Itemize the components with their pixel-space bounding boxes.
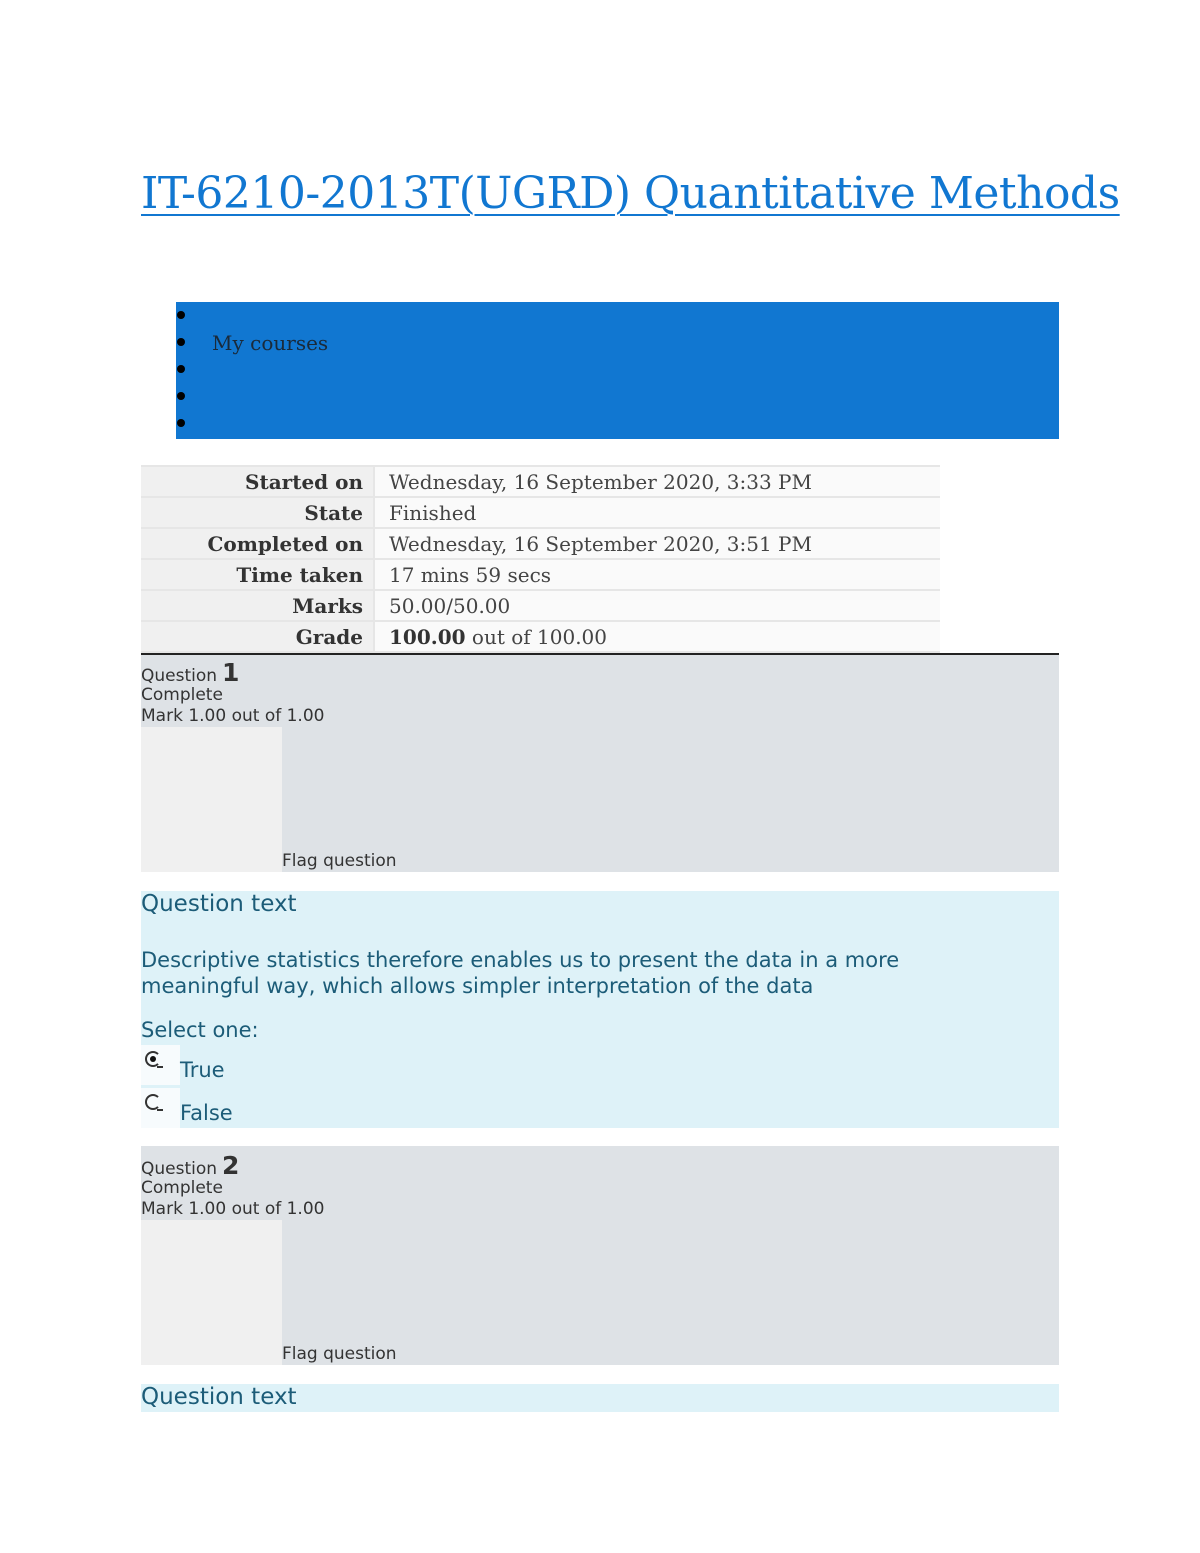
summary-row-grade	[141, 621, 940, 652]
summary-value: Wednesday, 16 September 2020, 3:33 PM	[374, 466, 940, 497]
summary-label: Time taken	[141, 559, 374, 590]
summary-label: Marks	[141, 590, 374, 621]
summary-row-time-taken	[141, 559, 940, 590]
question-state: Complete	[141, 685, 223, 705]
divider	[141, 653, 1059, 655]
flag-question-link[interactable]: Flag question	[282, 1344, 397, 1364]
answer-option-false[interactable]	[141, 1088, 441, 1128]
summary-value	[374, 621, 940, 652]
question-text-heading: Question text	[141, 1384, 297, 1410]
grade-suffix: out of 100.00	[465, 624, 608, 649]
flag-icon[interactable]	[141, 1220, 282, 1365]
summary-label: Completed on	[141, 528, 374, 559]
radio-unchecked-icon[interactable]	[145, 1094, 161, 1110]
attempt-summary-table	[141, 465, 940, 653]
summary-value: Finished	[374, 497, 940, 528]
summary-value: 17 mins 59 secs	[374, 559, 940, 590]
bullet-icon	[177, 338, 185, 346]
question-number: Question 2	[141, 1151, 240, 1180]
question-grade: Mark 1.00 out of 1.00	[141, 706, 325, 726]
summary-row-completed	[141, 528, 940, 559]
summary-value: 50.00/50.00	[374, 590, 940, 621]
answer-label[interactable]: False	[180, 1101, 233, 1125]
summary-row-marks	[141, 590, 940, 621]
grade-score: 100.00	[389, 624, 466, 649]
flag-icon[interactable]	[141, 727, 282, 872]
my-courses-link[interactable]: My courses	[212, 331, 329, 355]
question-1-content	[141, 891, 1059, 1128]
summary-label: Started on	[141, 466, 374, 497]
radio-box[interactable]	[141, 1088, 180, 1128]
question-1-info	[141, 653, 1059, 872]
question-text: Descriptive statistics therefore enables us to present the data in a more meaningful way, which allows simpler interpretation of the data	[141, 948, 900, 998]
select-one-prompt: Select one:	[141, 1018, 259, 1042]
radio-box[interactable]	[141, 1045, 180, 1085]
summary-row-state	[141, 497, 940, 528]
answer-option-true[interactable]	[141, 1045, 441, 1085]
flag-question-link[interactable]: Flag question	[282, 851, 397, 871]
question-grade: Mark 1.00 out of 1.00	[141, 1199, 325, 1219]
radio-checked-icon[interactable]	[145, 1051, 161, 1067]
bullet-icon	[177, 365, 185, 373]
answer-label[interactable]: True	[180, 1058, 225, 1082]
bullet-icon	[177, 311, 185, 319]
summary-value: Wednesday, 16 September 2020, 3:51 PM	[374, 528, 940, 559]
question-text-heading: Question text	[141, 891, 297, 917]
question-2-info	[141, 1146, 1059, 1365]
nav-bar	[176, 302, 1059, 439]
bullet-icon	[177, 392, 185, 400]
question-2-content	[141, 1384, 1059, 1412]
question-number: Question 1	[141, 658, 240, 687]
summary-label: State	[141, 497, 374, 528]
question-state: Complete	[141, 1178, 223, 1198]
summary-label: Grade	[141, 621, 374, 652]
summary-row-started	[141, 466, 940, 497]
bullet-icon	[177, 419, 185, 427]
course-title-link[interactable]: IT-6210-2013T(UGRD) Quantitative Methods	[141, 168, 1120, 219]
